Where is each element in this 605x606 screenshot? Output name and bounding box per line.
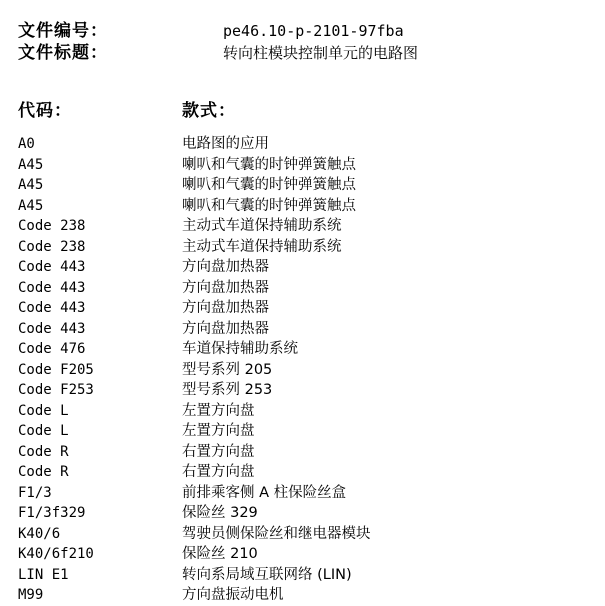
model-cell: 左置方向盘 xyxy=(182,423,255,439)
code-cell: Code 238 xyxy=(18,218,86,234)
table-row xyxy=(18,401,598,422)
code-cell: K40/6 xyxy=(18,525,61,542)
table-row xyxy=(18,380,598,401)
model-cell: 转向系局域互联网络 (LIN) xyxy=(182,566,352,583)
document-title-row xyxy=(18,38,598,63)
code-cell: Code R xyxy=(18,464,69,480)
document-number-label: 文件编号： xyxy=(18,21,108,41)
code-cell: Code 443 xyxy=(18,320,86,337)
table-row xyxy=(18,503,598,524)
model-cell: 保险丝 210 xyxy=(182,546,258,562)
model-column-header: 款式： xyxy=(182,101,236,121)
code-table xyxy=(18,134,598,606)
document-header xyxy=(18,16,598,63)
document-title-value: 转向柱模块控制单元的电路图 xyxy=(223,44,419,62)
model-cell: 型号系列 205 xyxy=(182,361,273,378)
table-row xyxy=(18,421,598,442)
code-cell: A0 xyxy=(18,136,35,152)
table-header xyxy=(18,96,598,121)
code-cell: Code L xyxy=(18,402,69,419)
code-cell: Code R xyxy=(18,443,69,460)
table-row xyxy=(18,339,598,360)
model-cell: 喇叭和气囊的时钟弹簧触点 xyxy=(182,156,356,173)
code-cell: A45 xyxy=(18,177,44,193)
model-cell: 主动式车道保持辅助系统 xyxy=(182,238,342,255)
code-cell: A45 xyxy=(18,156,44,173)
table-row xyxy=(18,585,598,606)
model-cell: 电路图的应用 xyxy=(182,136,269,152)
code-cell: Code F205 xyxy=(18,361,94,378)
document-title-label: 文件标题： xyxy=(18,43,108,63)
table-row xyxy=(18,216,598,237)
model-cell: 车道保持辅助系统 xyxy=(182,341,298,357)
table-row xyxy=(18,134,598,155)
model-cell: 方向盘加热器 xyxy=(182,320,269,337)
model-cell: 左置方向盘 xyxy=(182,402,255,419)
table-row xyxy=(18,462,598,483)
document-number-row xyxy=(18,16,598,41)
table-row xyxy=(18,155,598,176)
code-cell: Code L xyxy=(18,423,69,439)
model-cell: 右置方向盘 xyxy=(182,443,255,460)
code-cell: K40/6f210 xyxy=(18,546,94,562)
table-row xyxy=(18,319,598,340)
table-row xyxy=(18,278,598,299)
model-cell: 喇叭和气囊的时钟弹簧触点 xyxy=(182,177,356,193)
code-cell: F1/3 xyxy=(18,484,52,501)
model-cell: 方向盘加热器 xyxy=(182,300,269,316)
table-row xyxy=(18,257,598,278)
table-row xyxy=(18,483,598,504)
code-cell: Code 238 xyxy=(18,238,86,255)
table-row xyxy=(18,196,598,217)
table-row xyxy=(18,442,598,463)
model-cell: 驾驶员侧保险丝和继电器模块 xyxy=(182,525,371,542)
code-cell: LIN E1 xyxy=(18,566,69,583)
table-row xyxy=(18,298,598,319)
table-row xyxy=(18,237,598,258)
model-cell: 右置方向盘 xyxy=(182,464,255,480)
model-cell: 型号系列 253 xyxy=(182,382,273,398)
code-cell: A45 xyxy=(18,197,44,214)
table-row xyxy=(18,544,598,565)
table-row xyxy=(18,524,598,545)
code-cell: Code 476 xyxy=(18,341,86,357)
model-cell: 方向盘加热器 xyxy=(182,259,269,275)
table-row xyxy=(18,175,598,196)
table-row xyxy=(18,565,598,586)
code-cell: M99 xyxy=(18,587,44,603)
model-cell: 前排乘客侧 A 柱保险丝盒 xyxy=(182,484,347,501)
code-column-header: 代码： xyxy=(18,101,72,121)
code-cell: Code 443 xyxy=(18,279,86,296)
code-cell: Code 443 xyxy=(18,259,86,275)
model-cell: 保险丝 329 xyxy=(182,505,258,521)
code-cell: F1/3f329 xyxy=(18,505,86,521)
document-number-value: pe46.10-p-2101-97fba xyxy=(223,22,404,40)
model-cell: 喇叭和气囊的时钟弹簧触点 xyxy=(182,197,356,214)
code-cell: Code 443 xyxy=(18,300,86,316)
table-row xyxy=(18,360,598,381)
code-cell: Code F253 xyxy=(18,382,94,398)
model-cell: 方向盘加热器 xyxy=(182,279,269,296)
model-cell: 主动式车道保持辅助系统 xyxy=(182,218,342,234)
model-cell: 方向盘振动电机 xyxy=(182,587,284,603)
